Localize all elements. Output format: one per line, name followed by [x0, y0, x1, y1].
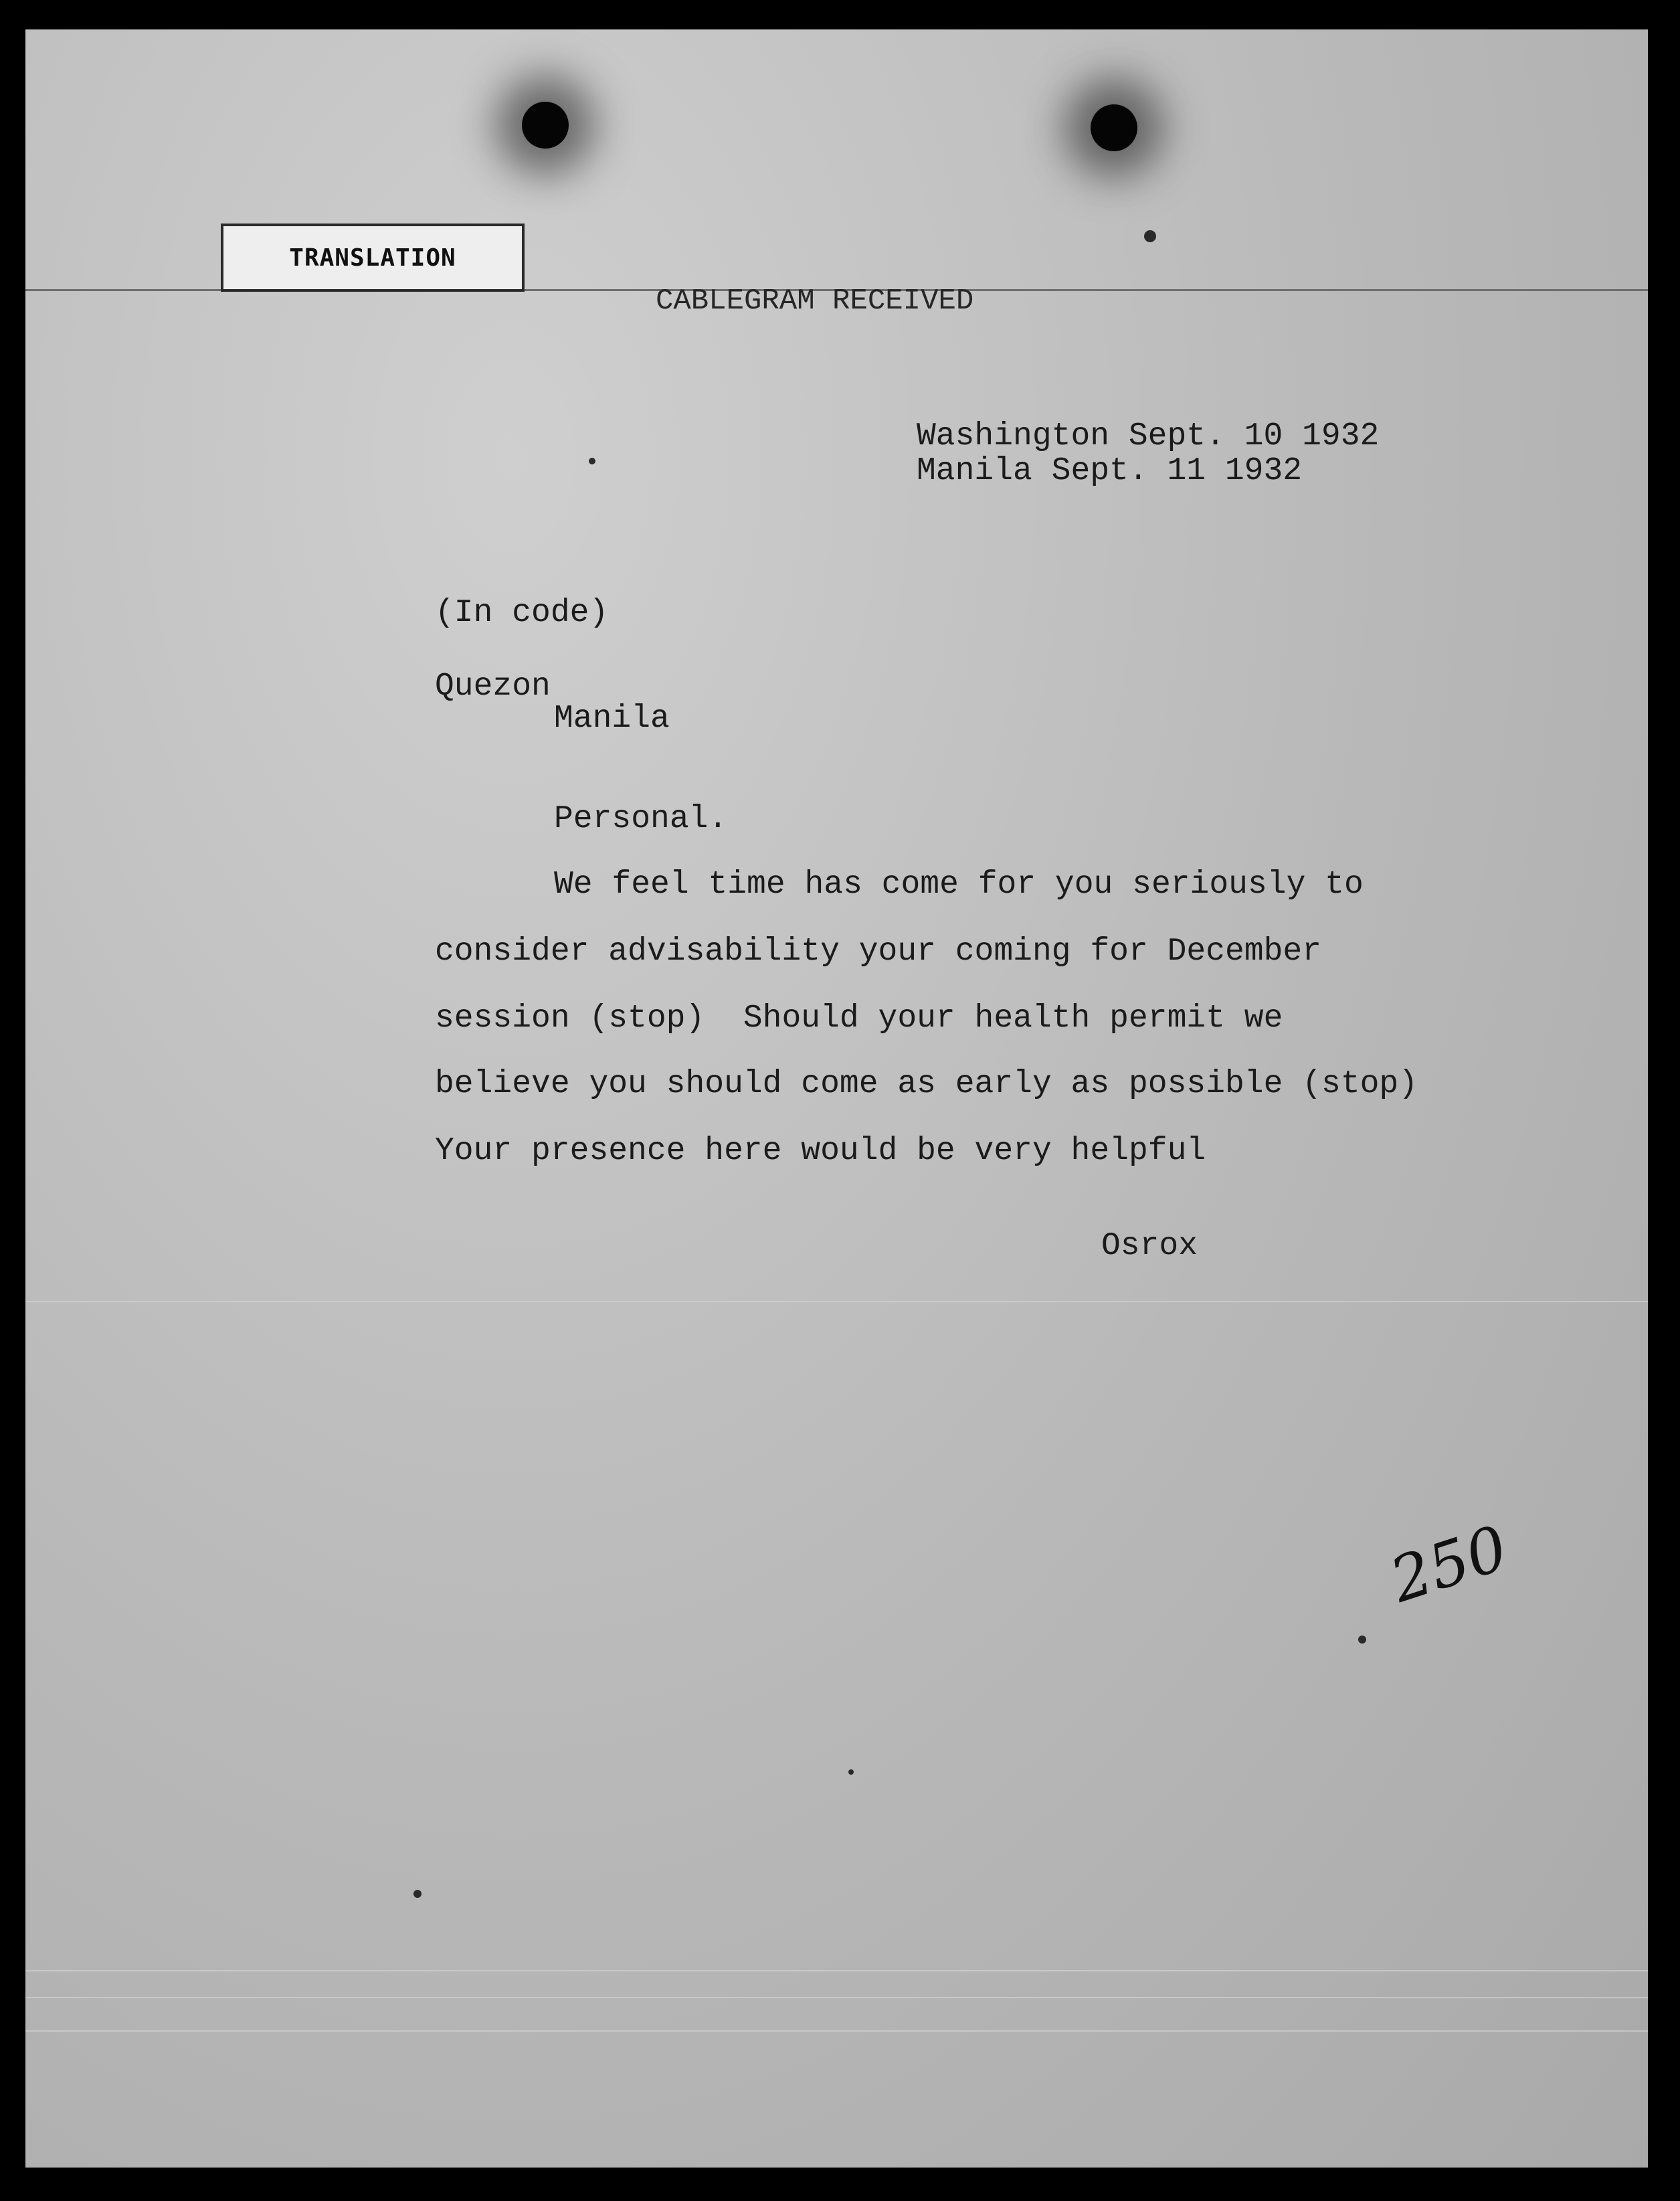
paper-line — [25, 1970, 1648, 1971]
punch-hole-right — [1091, 104, 1137, 151]
document-sheet — [25, 29, 1648, 2168]
body-line: Your presence here would be very helpful — [435, 1133, 1206, 1169]
body-line: We feel time has come for you seriously to — [554, 867, 1364, 903]
address-city: Manila — [554, 701, 670, 737]
punch-hole-left — [522, 102, 569, 149]
addressee: Quezon — [435, 669, 551, 705]
paper-speck — [589, 458, 595, 464]
paper-speck — [413, 1890, 422, 1898]
dateline-manila: Manila Sept. 11 1932 — [917, 453, 1303, 489]
signature: Osrox — [1101, 1228, 1198, 1264]
paper-speck — [848, 1769, 854, 1775]
body-line: consider advisability your coming for December — [435, 934, 1322, 970]
paper-line — [25, 1301, 1648, 1302]
body-line: session (stop) Should your health permit we — [435, 1000, 1283, 1037]
cablegram-heading: CABLEGRAM RECEIVED — [656, 284, 974, 318]
translation-label: TRANSLATION — [221, 224, 525, 292]
salutation: Personal. — [554, 801, 728, 837]
code-note: (In code) — [435, 595, 609, 631]
paper-line — [25, 2030, 1648, 2032]
paper-speck — [1144, 230, 1156, 242]
paper-line — [25, 1997, 1648, 1998]
body-line: believe you should come as early as possible (stop) — [435, 1066, 1418, 1102]
handwritten-number: 250 — [1382, 1512, 1516, 1617]
dateline-washington: Washington Sept. 10 1932 — [917, 418, 1380, 454]
paper-speck — [1358, 1636, 1366, 1644]
